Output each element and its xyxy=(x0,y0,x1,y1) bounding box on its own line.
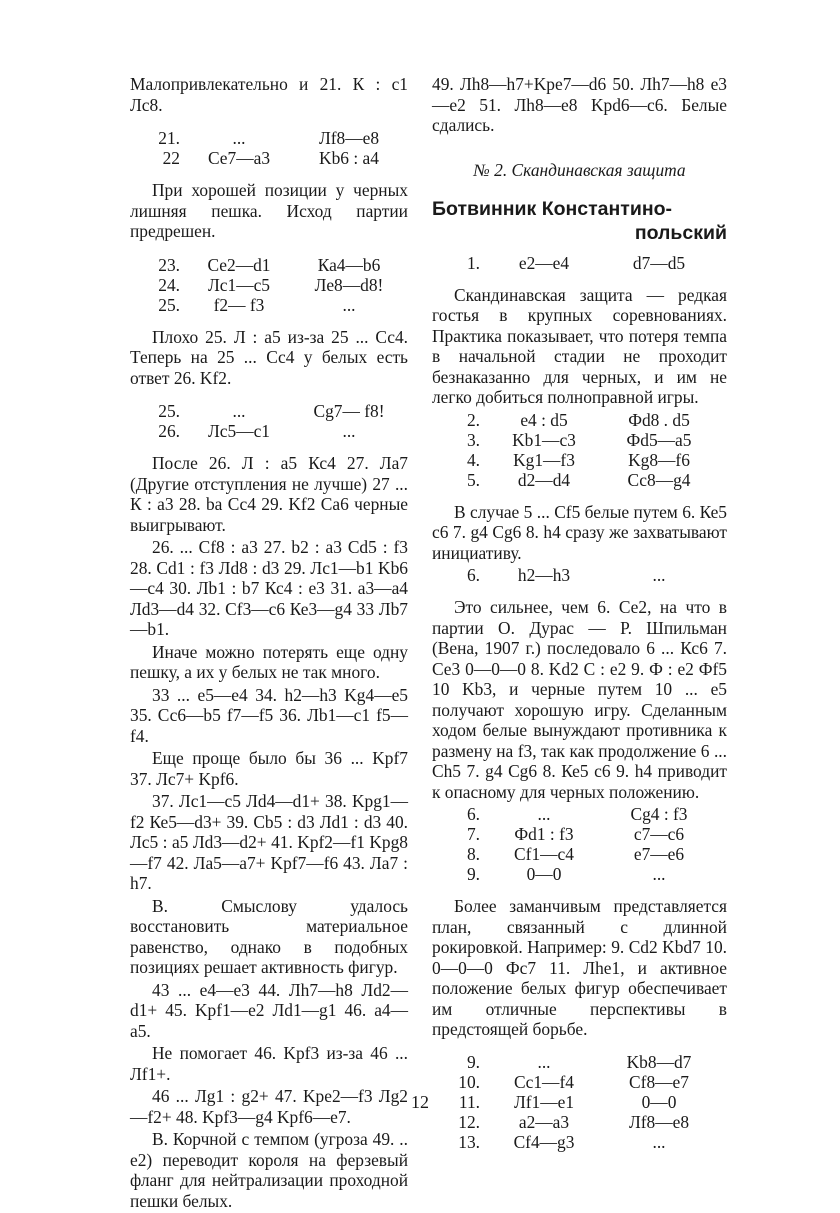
page-number: 12 xyxy=(411,1092,429,1112)
paragraph: Не помогает 46. Kpf3 из-за 46 ... Лf1+. xyxy=(130,1043,408,1084)
move-number: 13. xyxy=(458,1131,480,1152)
moves-table xyxy=(144,128,404,168)
black-move: Лf8—e8 xyxy=(318,128,380,148)
paragraph: Плохо 25. Л : a5 из-за 25 ... Сс4. Теперь на 25 ... Сс4 у белых есть ответ 26. Kf2. xyxy=(130,326,408,388)
white-move: Лc1—c5 xyxy=(207,274,270,295)
moves-table xyxy=(144,255,404,315)
move-number: 6. xyxy=(466,804,480,824)
white-move: e4 : d5 xyxy=(520,409,568,430)
paragraph: 43 ... e4—e3 44. Лh7—h8 Лd2—d1+ 45. Kpf1—e2 Лd1—g1 46. a4—a5. xyxy=(130,979,408,1041)
move-row xyxy=(144,401,404,421)
black-move: Сс8—g4 xyxy=(627,469,691,490)
paragraph: Малопривлекательно и 21. К : c1 Лс8. xyxy=(130,74,408,115)
opening-title: № 2. Скандинавская защита xyxy=(473,159,686,180)
black-move: c7—c6 xyxy=(633,824,685,844)
move-number: 23. xyxy=(158,254,180,275)
move-number: 21. xyxy=(158,128,180,148)
black-move: Лf8—e8 xyxy=(628,1111,690,1132)
white-move: h2—h3 xyxy=(517,565,571,585)
paragraph: Иначе можно потерять еще одну пешку, а их у белых не так много. xyxy=(130,641,408,682)
move-row xyxy=(144,421,404,441)
white-move: ... xyxy=(537,804,551,824)
move-row xyxy=(454,1132,714,1152)
move-number: 1. xyxy=(466,252,480,273)
white-move: Се7—a3 xyxy=(207,148,271,168)
black-move: Фd8 . d5 xyxy=(628,409,690,430)
black-move: Ка4—b6 xyxy=(317,254,381,275)
white-move: Cc1—f4 xyxy=(514,1071,574,1092)
white-move: e2—e4 xyxy=(518,252,570,273)
white-move: ... xyxy=(537,1051,551,1072)
move-row xyxy=(454,864,714,884)
moves-table xyxy=(454,565,714,585)
paragraph: После 26. Л : a5 Кс4 27. Ла7 (Другие отступления не лучше) 27 ... К : a3 28. ba Сс4 29. Kf2 Са6 черные выигрывают. xyxy=(130,453,408,535)
paragraph: 26. ... Cf8 : a3 27. b2 : a3 Cd5 : f3 28. Cd1 : f3 Лd8 : d3 29. Лс1—b1 Kb6—c4 30. Лb1 : b7 Кс4 : e3 31. a3—a4 Лd3—d4 32. Cf3—c6 Ке3—g4 33 Лb7—b1. xyxy=(130,537,408,639)
move-row xyxy=(454,824,714,844)
move-number: 8. xyxy=(466,844,480,864)
move-row xyxy=(144,148,404,168)
white-move: f2— f3 xyxy=(213,294,265,315)
paragraph: В. Корчной с темпом (угроза 49. .. e2) переводит короля на ферзевый фланг для нейтрализации проходной пешки белых. xyxy=(130,1129,408,1211)
white-move: Лс5—c1 xyxy=(207,421,270,441)
move-number: 9. xyxy=(466,864,480,884)
move-row xyxy=(454,1052,714,1072)
move-row xyxy=(454,1072,714,1092)
moves-table xyxy=(144,401,404,441)
paragraph: 49. Лh8—h7+Kpe7—d6 50. Лh7—h8 e3—e2 51. Лh8—e8 Kpd6—c6. Белые сдались. xyxy=(432,74,727,135)
paragraph: Еще проще было бы 36 ... Kpf7 37. Лс7+ Kpf6. xyxy=(130,748,408,789)
black-move: ... xyxy=(342,294,356,315)
move-row xyxy=(454,565,714,585)
paragraph: Более заманчивым представляется план, связанный с длинной рокировкой. Например: 9. Cd2 Kbd7 10. 0—0—0 Фс7 11. Лhe1, и активное положение белых фигур обеспечивает им отличные перспективы в предстоящей борьбе. xyxy=(432,896,727,1039)
right-column xyxy=(432,74,727,1164)
move-number: 22 xyxy=(162,148,180,168)
black-move: Kg8—f6 xyxy=(628,449,690,470)
white-move: a2—a3 xyxy=(518,1111,570,1132)
move-row xyxy=(454,430,714,450)
move-row xyxy=(454,1112,714,1132)
paragraph: В случае 5 ... Cf5 белые путем 6. Ке5 с6 7. g4 Cg6 8. h4 сразу же захватывают инициативу. xyxy=(432,501,727,563)
white-move: Kb1—c3 xyxy=(512,429,576,450)
black-move: 0—0 xyxy=(641,1091,677,1112)
move-row xyxy=(144,275,404,295)
move-number: 2. xyxy=(466,409,480,430)
black-move: Cf8—e7 xyxy=(629,1071,689,1092)
black-move: Cg4 : f3 xyxy=(630,804,688,824)
moves-table xyxy=(454,253,714,273)
white-move: 0—0 xyxy=(526,864,562,884)
move-row xyxy=(144,255,404,275)
black-move: ... xyxy=(652,565,666,585)
black-move: Kb8—d7 xyxy=(626,1051,692,1072)
paragraph: Это сильнее, чем 6. Се2, на что в партии О. Дурас — Р. Шпильман (Вена, 1907 г.) последовало 6 ... Кс6 7. Се3 0—0—0 8. Kd2 С : e2 9. Ф : e2 Фf5 10 Kb3, и черные путем 10 ... e5 получают хорошую игру. Сделанным ходом белые вынуждают противника к размену на f3, так как продолжение 6 ... Ch5 7. g4 Cg6 8. Ке5 с6 9. h4 приводит к опасному для черных положению. xyxy=(432,597,727,802)
black-move: ... xyxy=(652,1131,666,1152)
move-row xyxy=(454,410,714,430)
players-line-2: польский xyxy=(634,221,727,244)
game-heading xyxy=(432,197,727,245)
white-move: ... xyxy=(232,128,246,148)
white-move: d2—d4 xyxy=(517,469,571,490)
move-row xyxy=(144,128,404,148)
black-move: Kb6 : a4 xyxy=(319,148,379,168)
move-number: 3. xyxy=(466,429,480,450)
move-number: 26. xyxy=(158,421,180,441)
move-row xyxy=(454,253,714,273)
players-line-1: Ботвинник Константино- xyxy=(432,197,673,220)
left-column xyxy=(130,74,408,1213)
white-move: Фd1 : f3 xyxy=(514,824,574,844)
black-move: Ле8—d8! xyxy=(314,274,384,295)
move-row xyxy=(454,844,714,864)
move-number: 5. xyxy=(466,469,480,490)
black-move: ... xyxy=(342,421,356,441)
black-move: d7—d5 xyxy=(632,252,686,273)
moves-table xyxy=(454,410,714,490)
white-move: Лf1—e1 xyxy=(513,1091,575,1112)
moves-table xyxy=(454,804,714,884)
white-move: Cf4—g3 xyxy=(513,1131,575,1152)
move-number: 9. xyxy=(466,1051,480,1072)
black-move: Cg7— f8! xyxy=(313,401,385,421)
white-move: Cf1—c4 xyxy=(514,844,574,864)
move-row xyxy=(144,295,404,315)
paragraph: 46 ... Лg1 : g2+ 47. Kpe2—f3 Лg2—f2+ 48. Kpf3—g4 Kpf6—e7. xyxy=(130,1086,408,1127)
move-number: 12. xyxy=(458,1111,480,1132)
white-move: ... xyxy=(232,401,246,421)
paragraph: В. Смыслову удалось восстановить материальное равенство, однако в подобных позициях решает активность фигур. xyxy=(130,895,408,977)
move-row xyxy=(454,470,714,490)
paragraph: Скандинавская защита — редкая гостья в крупных соревнованиях. Практика показывает, что потеря темпа в начальной стадии не проходит безнаказанно для черных, и им не легко добиться полноправной игры. xyxy=(432,284,727,407)
move-number: 4. xyxy=(466,449,480,470)
move-row xyxy=(454,804,714,824)
move-number: 25. xyxy=(158,294,180,315)
black-move: ... xyxy=(652,864,666,884)
move-number: 11. xyxy=(458,1091,480,1112)
paragraph: При хорошей позиции у черных лишняя пешка. Исход партии предрешен. xyxy=(130,180,408,241)
black-move: e7—e6 xyxy=(633,844,685,864)
move-number: 25. xyxy=(158,401,180,421)
white-move: Се2—d1 xyxy=(207,254,271,275)
white-move: Kg1—f3 xyxy=(513,449,575,470)
paragraph: 37. Лс1—c5 Лd4—d1+ 38. Kpg1—f2 Ке5—d3+ 39. Cb5 : d3 Лd1 : d3 40. Лс5 : a5 Лd3—d2+ 41. Kpf2—f1 Kpg8—f7 42. Ла5—a7+ Kpf7—f6 43. Ла7 : h7. xyxy=(130,791,408,893)
move-number: 7. xyxy=(466,824,480,844)
move-number: 10. xyxy=(458,1071,480,1092)
move-number: 6. xyxy=(466,565,480,585)
paragraph: 33 ... e5—e4 34. h2—h3 Kg4—e5 35. Сс6—b5 f7—f5 36. Лb1—c1 f5—f4. xyxy=(130,684,408,746)
move-number: 24. xyxy=(158,274,180,295)
move-row xyxy=(454,450,714,470)
black-move: Фd5—a5 xyxy=(626,429,692,450)
